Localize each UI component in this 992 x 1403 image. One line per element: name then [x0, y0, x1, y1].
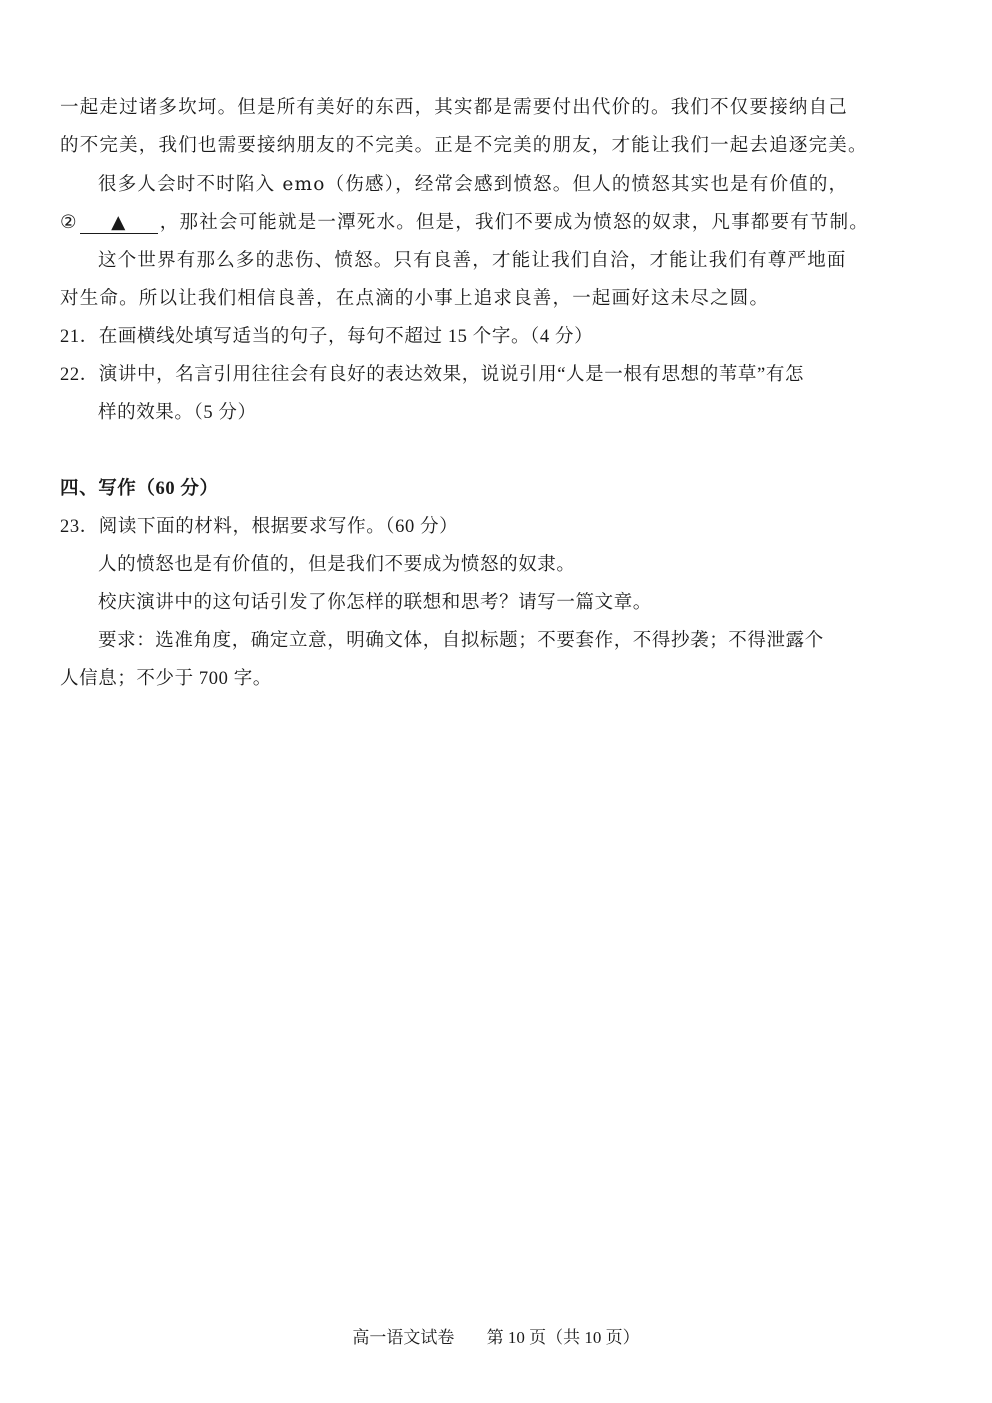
triangle-marker: ▲	[111, 212, 127, 233]
writing-requirements: 要求：选准角度，确定立意，明确文体，自拟标题；不要套作，不得抄袭；不得泄露个	[98, 631, 824, 651]
passage-line: 对生命。所以让我们相信良善，在点滴的小事上追求良善，一起画好这未尽之圆。	[60, 288, 770, 309]
fill-blank	[80, 213, 158, 234]
question-22: 22．演讲中，名言引用往往会有良好的表达效果，说说引用“人是一根有思想的苇草”有怎	[60, 365, 805, 385]
passage-line: 这个世界有那么多的悲伤、愤怒。只有良善，才能让我们自洽，才能让我们有尊严地面	[98, 250, 847, 271]
writing-prompt: 校庆演讲中的这句话引发了你怎样的联想和思考？请写一篇文章。	[98, 593, 652, 613]
page-footer	[0, 1326, 992, 1350]
passage-text: ，那社会可能就是一潭死水。但是，我们不要成为愤怒的奴隶，凡事都要有节制。	[159, 212, 870, 233]
writing-requirements-continued: 人信息；不少于 700 字。	[60, 669, 272, 689]
page-number: 第 10 页（共 10 页）	[486, 1328, 640, 1347]
question-23: 23．阅读下面的材料，根据要求写作。（60 分）	[60, 517, 459, 537]
passage-line: 的不完美，我们也需要接纳朋友的不完美。正是不完美的朋友，才能让我们一起去追逐完美。	[60, 135, 868, 156]
passage-line: 一起走过诸多坎坷。但是所有美好的东西，其实都是需要付出代价的。我们不仅要接纳自己	[60, 97, 849, 118]
question-21: 21．在画横线处填写适当的句子，每句不超过 15 个字。（4 分）	[60, 327, 594, 347]
blank-number: ②	[60, 212, 78, 233]
exam-title: 高一语文试卷	[352, 1328, 455, 1347]
question-22-continued: 样的效果。（5 分）	[98, 403, 257, 423]
section-title: 四、写作（60 分）	[60, 479, 219, 499]
passage-line: 很多人会时不时陷入 emo（伤感），经常会感到愤怒。但人的愤怒其实也是有价值的，	[98, 174, 849, 195]
passage-line-with-blank	[60, 210, 869, 236]
writing-material: 人的愤怒也是有价值的，但是我们不要成为愤怒的奴隶。	[98, 555, 576, 575]
